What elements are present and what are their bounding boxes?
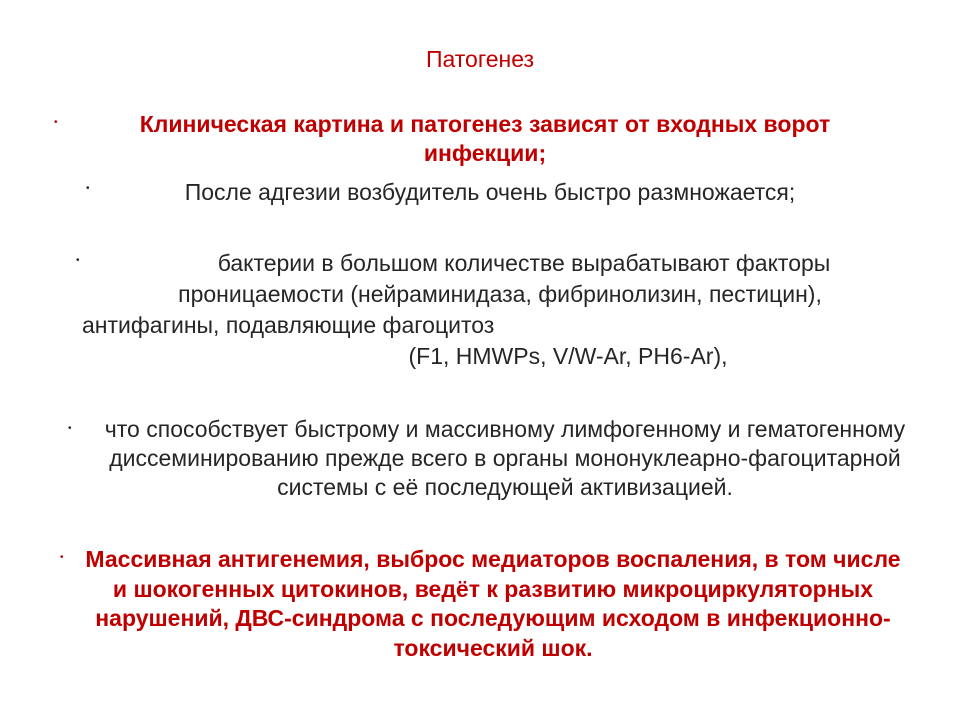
point-bacteria-line-2: проницаемости (нейраминидаза, фибринолизин, пестицин),	[178, 281, 822, 307]
bullet-icon: •	[68, 423, 72, 434]
bullet-icon: •	[60, 552, 64, 563]
point-bacteria-line-3: антифагины, подавляющие фагоцитоз	[82, 312, 495, 338]
slide-title: Патогенез	[425, 46, 535, 72]
point-entry-gate: Клиническая картина и патогенез зависят от входных ворот инфекции;	[139, 111, 831, 166]
point-bacteria-line-1: бактерии в большом количестве вырабатывают факторы	[217, 250, 831, 276]
point-antigenemia-shock: Массивная антигенемия, выброс медиаторов воспаления, в том числе и шокогенных цитокинов, ведёт к развитию микроциркуляторных нарушений, ДВС-синдрома с последующим исходом в инфекционно-токсический шок.	[85, 546, 901, 661]
point-adhesion: После адгезии возбудитель очень быстро размножается;	[184, 179, 796, 205]
bullet-icon: •	[54, 117, 58, 128]
bullet-icon: •	[76, 255, 80, 266]
point-dissemination: что способствует быстрому и массивному лимфогенному и гематогенному диссеминированию прежде всего в органы мононуклеарно-фагоцитарной системы с её последующей активизацией.	[104, 416, 906, 500]
point-bacteria-line-4: (F1, HMWPs, V/W-Ar, PH6-Ar),	[408, 343, 728, 369]
bullet-icon: •	[86, 183, 90, 194]
point-bacteria-factors	[70, 248, 930, 372]
